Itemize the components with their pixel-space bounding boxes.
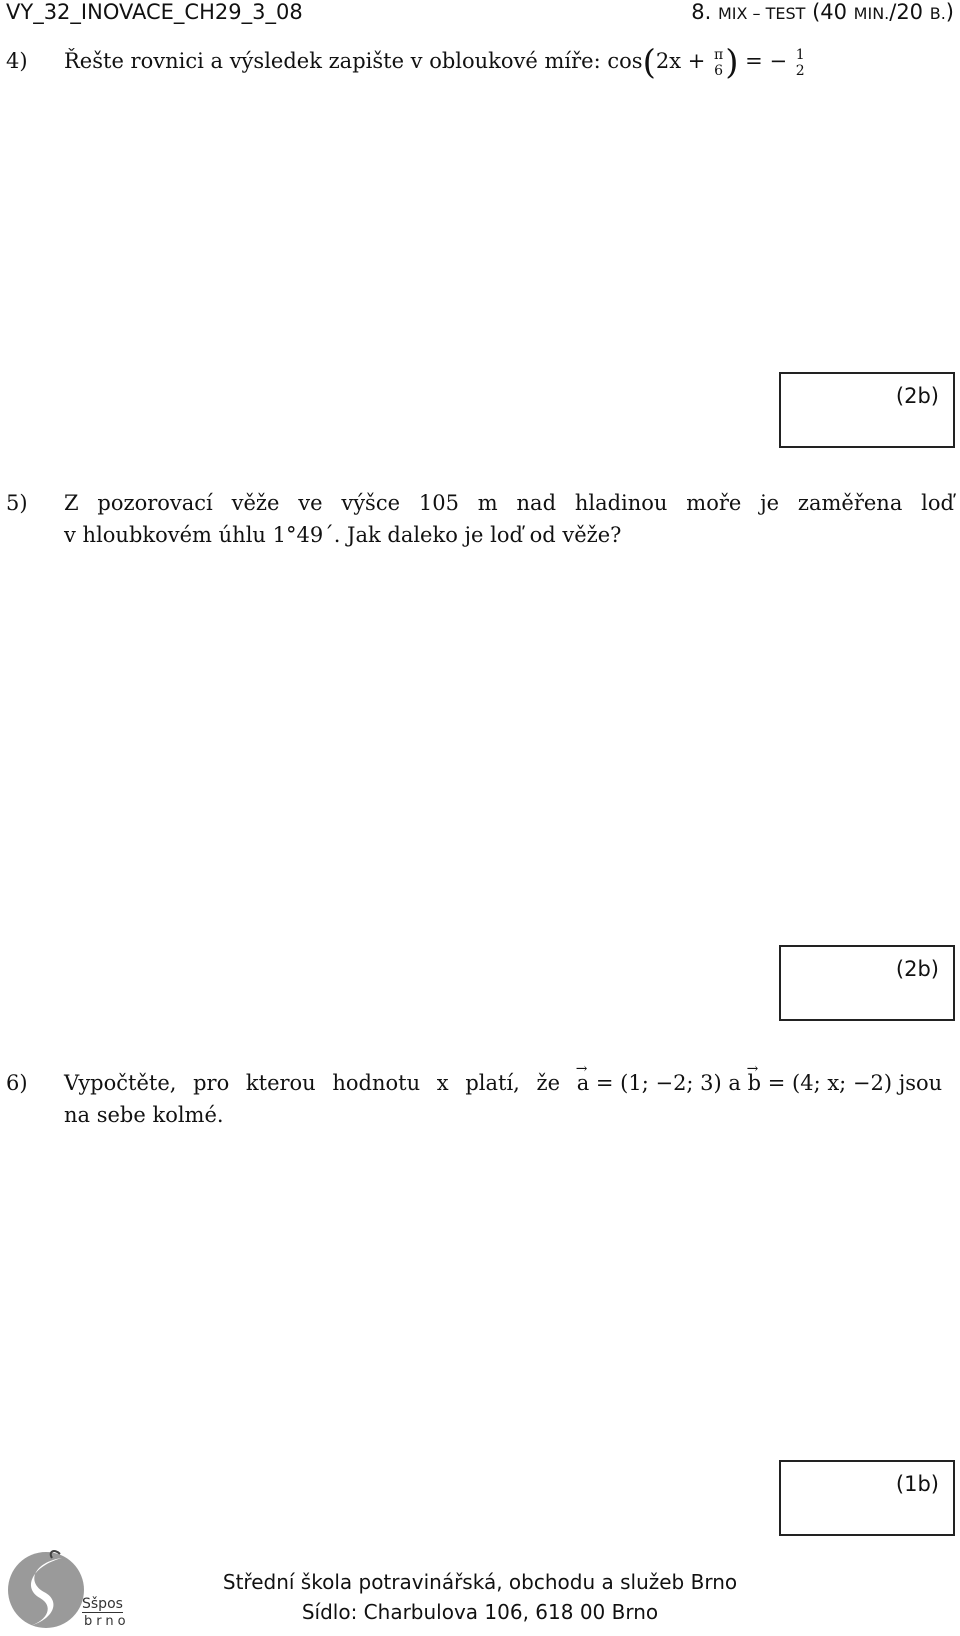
question-6-vectors (577, 1071, 943, 1095)
question-5-line1: Z pozorovací věže ve výšce 105 m nad hladinou moře je zaměřena loď (64, 491, 954, 515)
test-min: MIN. (853, 4, 890, 23)
formula-equals: = − (745, 49, 788, 73)
test-number: 8. (691, 0, 718, 24)
question-4-number: 4) (6, 49, 28, 73)
question-5-points-box[interactable] (779, 945, 955, 1021)
footer-address: Sídlo: Charbulova 106, 618 00 Brno (301, 1600, 659, 1624)
question-6-number: 6) (6, 1071, 28, 1095)
question-5-number: 5) (6, 491, 28, 515)
vector-a: → a (577, 1068, 590, 1098)
test-b: B. (929, 4, 946, 23)
question-5-points: (2b) (895, 957, 939, 981)
document-code: VY_32_INOVACE_CH29_3_08 (6, 0, 303, 24)
test-time: (40 (805, 0, 854, 24)
footer-school: Střední škola potravinářská, obchodu a služeb Brno (222, 1570, 738, 1594)
question-6-points: (1b) (895, 1472, 939, 1496)
logo-text-top: Sšpos (82, 1596, 123, 1612)
question-6-points-box[interactable] (779, 1460, 955, 1536)
question-4-points: (2b) (895, 384, 939, 408)
rhs-den: 2 (795, 62, 805, 79)
logo-text-bottom: brno (84, 1614, 130, 1629)
frac-num: π (714, 46, 724, 63)
formula-inner: 2x + (655, 49, 706, 73)
rhs-num: 1 (795, 46, 805, 63)
question-4-text (64, 42, 954, 83)
test-type: MIX – TEST (717, 4, 806, 23)
formula-func: cos (607, 49, 643, 73)
test-points: /20 (889, 0, 930, 24)
vector-a-value: = (1; −2; 3) a (589, 1071, 748, 1095)
question-4-formula (607, 42, 806, 83)
question-4-points-box[interactable] (779, 372, 955, 448)
rhs-fraction (796, 47, 805, 79)
test-close: ) (945, 0, 954, 24)
test-title (691, 0, 954, 24)
question-5-line2: v hloubkovém úhlu 1°49´. Jak daleko je loď od věže? (64, 523, 622, 547)
vector-b-value: = (4; x; −2) jsou (761, 1071, 943, 1095)
question-6-line2: na sebe kolmé. (64, 1103, 224, 1127)
question-4-prompt: Řešte rovnici a výsledek zapište v obloukové míře: (64, 49, 601, 73)
vector-b: → b (748, 1068, 761, 1098)
question-6-line1 (64, 1068, 954, 1098)
paren-close: ) (725, 42, 739, 83)
paren-open: ( (642, 42, 656, 83)
frac-den: 6 (714, 62, 724, 79)
question-6-prompt: Vypočtěte, pro kterou hodnotu x platí, že (64, 1071, 560, 1095)
formula-fraction (714, 47, 723, 79)
